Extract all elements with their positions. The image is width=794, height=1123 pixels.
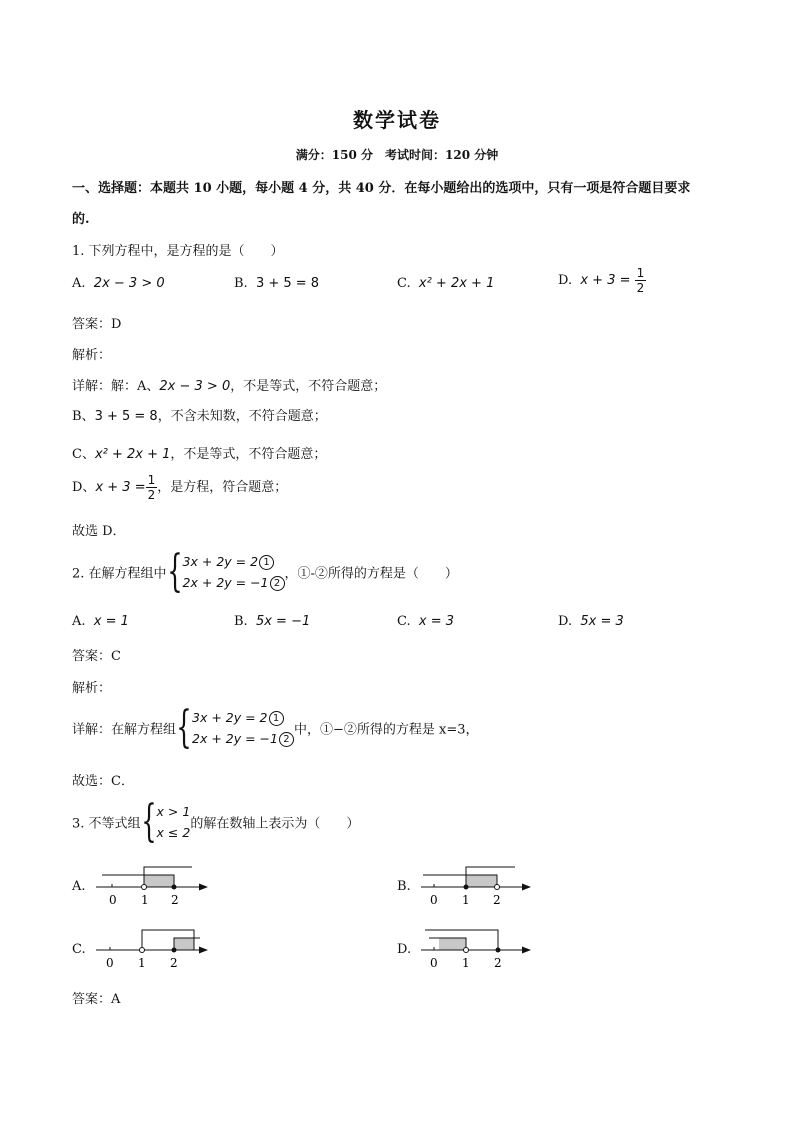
equation-system: 3x + 2y = 2 1 2x + 2y = −1 2 [192,707,294,749]
tick-label: 1 [462,956,470,970]
option-math: 3 + 5 = 8 [255,276,320,291]
solution-shade [466,875,497,887]
option-math: 2x − 3 > 0 [93,276,165,291]
open-dot [142,885,147,890]
option-label: D. [558,273,573,288]
arrow-icon [522,947,531,954]
q2-conclusion: 故选：C． [72,774,134,789]
equation-system: 3x + 2y = 2 1 2x + 2y = −1 2 [183,551,285,593]
tick-label: 0 [430,956,438,970]
inequality-system: x > 1 x ≤ 2 [156,804,191,840]
q1-conclusion: 故选 D． [72,524,126,539]
solution-shade [174,938,194,950]
tick-label: 1 [138,956,146,970]
tick-label: 1 [462,893,470,907]
brace-icon: { [166,546,183,597]
option-label: C. [397,276,411,291]
q2-answer: 答案：C [72,649,121,664]
option-math: x + 3 = [580,273,631,288]
solution-shade [144,875,174,887]
q1-stem: 1. 下列方程中，是方程的是（ ） [72,244,284,259]
q2-stem: 2. 在解方程组中{3x + 2y = 2 1 2x + 2y = −1 2，①-②所得的方程是（ ） [72,546,458,597]
q2-option-b: B. 5x = −1 [234,614,311,629]
tick-label: 2 [494,956,502,970]
q3-option-b-label: B. [397,879,411,894]
section-heading-line1: 一、选择题：本题共 10 小题，每小题 4 分，共 40 分．在每小题给出的选项中，只有一项是符合题目要求 [72,181,691,196]
q3-option-b-numberline [417,862,537,908]
filled-dot [496,948,501,953]
q2-option-a: A. x = 1 [72,614,129,629]
tick-label: 2 [171,893,179,907]
arrow-icon [199,884,208,891]
q1-option-d [558,266,646,295]
filled-dot [172,948,177,953]
q3-option-d-label: D. [397,942,412,957]
q3-answer: 答案：A [72,992,121,1007]
section-heading-line2: 的. [72,212,90,227]
option-label: B. [234,276,248,291]
q2-option-d: D. 5x = 3 [558,614,624,629]
q1-option-a [72,276,165,291]
q1-option-c [397,276,494,291]
q2-option-c: C. x = 3 [397,614,455,629]
filled-dot [464,885,469,890]
tick-label: 0 [430,893,438,907]
open-dot [495,885,500,890]
brace-icon: { [140,796,157,847]
q1-detail-b: B、3 + 5 = 8，不含未知数，不符合题意； [72,409,327,424]
q3-option-a-label: A. [72,879,86,894]
q1-detail-d: D、x + 3 = $\frac{1}{2}$ ，是方程，符合题意； [72,473,288,502]
arrow-icon [199,947,208,954]
q3-option-d-numberline [417,925,537,971]
open-dot [140,948,145,953]
page-title: 数学试卷 [353,108,441,132]
exam-info: 满分：150 分 考试时间：120 分钟 [295,148,499,162]
option-label: A. [72,276,86,291]
q3-stem: 3. 不等式组{x > 1 x ≤ 2的解在数轴上表示为（ ） [72,796,360,847]
arrow-icon [522,884,531,891]
fraction: $\frac{1}{2}$ [636,266,645,295]
option-math: x² + 2x + 1 [418,276,495,291]
brace-icon: { [176,702,192,753]
tick-label: 2 [170,956,178,970]
q3-option-c-numberline [92,925,212,971]
q2-detail: 详解：在解方程组{3x + 2y = 2 1 2x + 2y = −1 2中，①−②所得的方程是 x=3， [72,702,479,753]
open-dot [464,948,469,953]
q1-analysis-label: 解析： [72,348,112,363]
tick-label: 2 [493,893,501,907]
q2-analysis-label: 解析： [72,681,112,696]
filled-dot [172,885,177,890]
fraction: $\frac{1}{2}$ [147,473,156,502]
q1-detail-a: 详解：解：A、2x − 3 > 0，不是等式，不符合题意； [72,379,387,394]
tick-label: 1 [141,893,149,907]
q1-answer: 答案：D [72,317,122,332]
q1-option-b [234,276,319,291]
solution-shade [439,938,466,950]
q3-option-a-numberline [92,862,212,908]
q1-detail-c: C、x² + 2x + 1，不是等式，不符合题意； [72,447,327,462]
tick-label: 0 [106,956,114,970]
q3-option-c-label: C. [72,942,86,957]
tick-label: 0 [109,893,117,907]
